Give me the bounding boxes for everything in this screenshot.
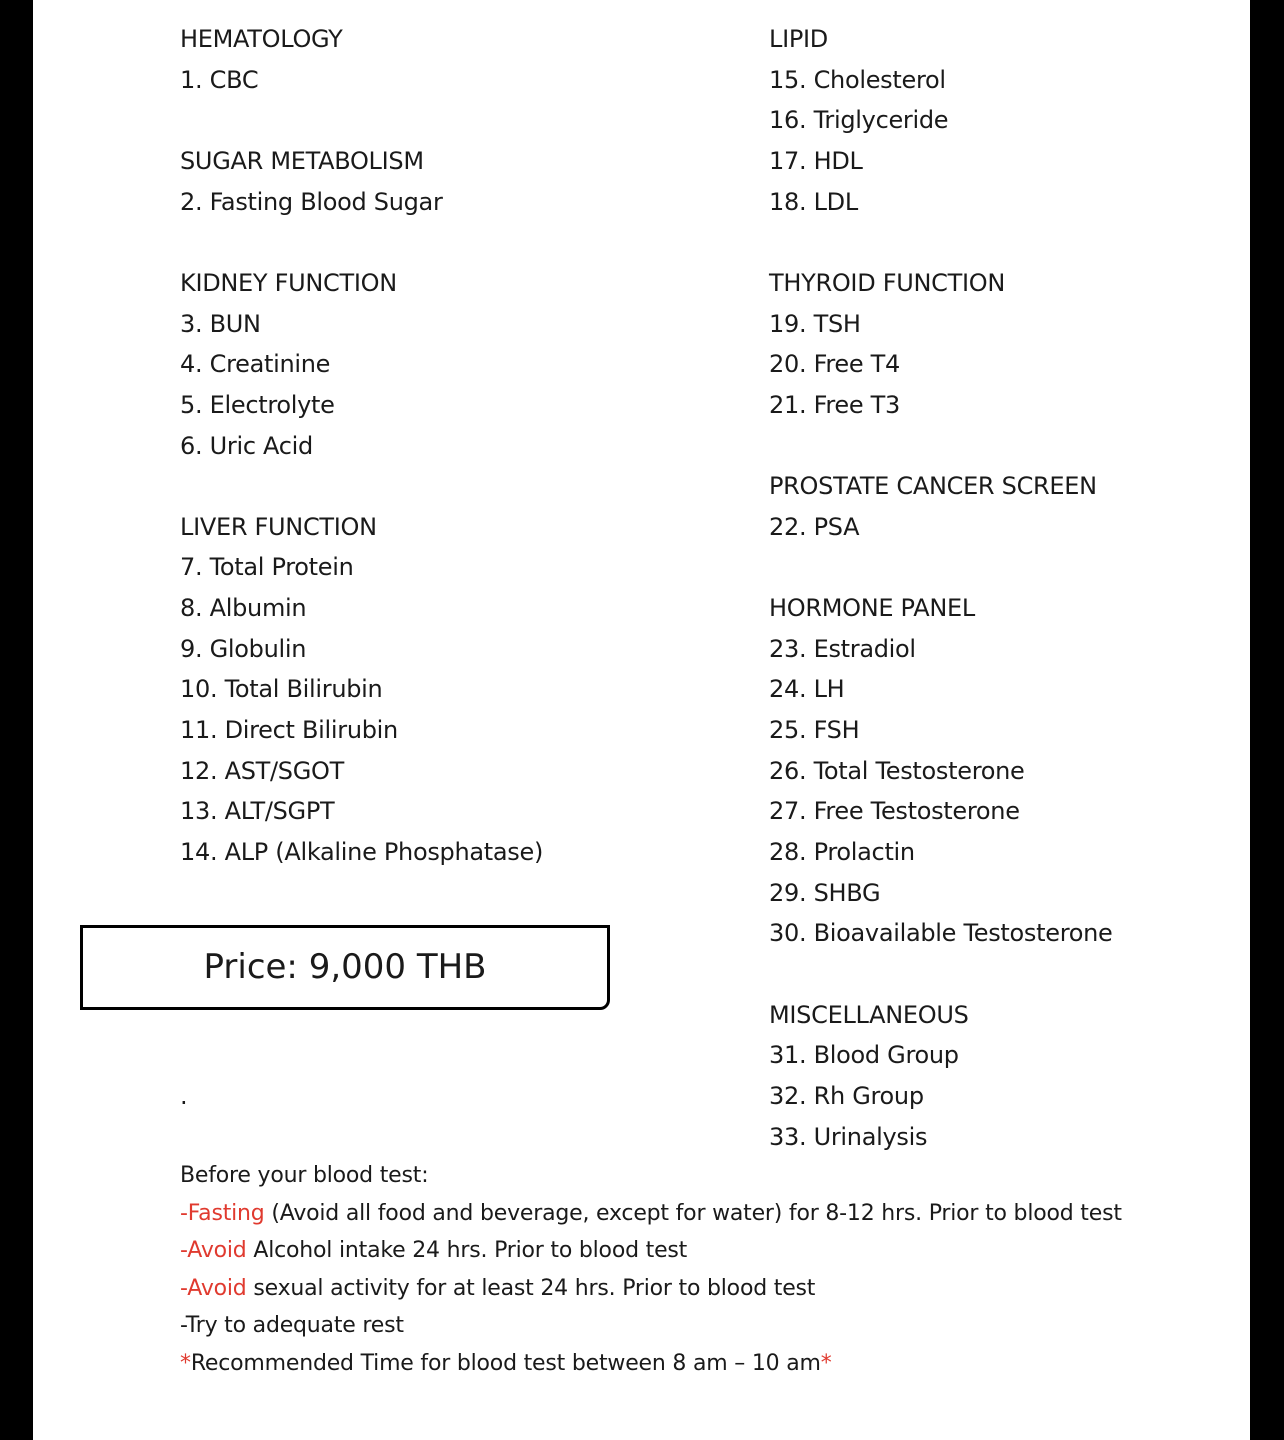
test-item: 23. Estradiol bbox=[769, 635, 916, 663]
instruction-line bbox=[180, 1312, 404, 1340]
test-item: 3. BUN bbox=[180, 310, 261, 338]
test-item: 32. Rh Group bbox=[769, 1082, 924, 1110]
section-heading-miscellaneous: MISCELLANEOUS bbox=[769, 1001, 969, 1029]
test-item: 29. SHBG bbox=[769, 879, 881, 907]
stray-dot: . bbox=[180, 1082, 188, 1110]
test-item: 6. Uric Acid bbox=[180, 432, 313, 460]
test-item: 7. Total Protein bbox=[180, 553, 354, 581]
section-heading-hematology: HEMATOLOGY bbox=[180, 25, 343, 53]
test-item: 10. Total Bilirubin bbox=[180, 675, 383, 703]
test-item: 20. Free T4 bbox=[769, 350, 900, 378]
section-heading-lipid: LIPID bbox=[769, 25, 828, 53]
instruction-text: -Try to adequate rest bbox=[180, 1313, 404, 1338]
instruction-highlight: -Avoid bbox=[180, 1238, 247, 1263]
test-item: 21. Free T3 bbox=[769, 391, 900, 419]
recommended-time-note bbox=[180, 1350, 832, 1378]
instructions-title: Before your blood test: bbox=[180, 1163, 429, 1188]
test-item: 17. HDL bbox=[769, 147, 863, 175]
test-item: 12. AST/SGOT bbox=[180, 757, 344, 785]
test-item: 18. LDL bbox=[769, 188, 858, 216]
test-item: 4. Creatinine bbox=[180, 350, 331, 378]
test-item: 5. Electrolyte bbox=[180, 391, 335, 419]
recommended-time-text: Recommended Time for blood test between 8 am – 10 am bbox=[190, 1351, 821, 1376]
instruction-line bbox=[180, 1237, 687, 1265]
test-item: 13. ALT/SGPT bbox=[180, 797, 335, 825]
test-item: 27. Free Testosterone bbox=[769, 797, 1020, 825]
instruction-highlight: -Fasting bbox=[180, 1201, 265, 1226]
test-item: 31. Blood Group bbox=[769, 1041, 959, 1069]
section-heading-liver-function: LIVER FUNCTION bbox=[180, 513, 377, 541]
section-heading-hormone-panel: HORMONE PANEL bbox=[769, 594, 975, 622]
instruction-line bbox=[180, 1275, 815, 1303]
section-heading-sugar-metabolism: SUGAR METABOLISM bbox=[180, 147, 424, 175]
test-item: 11. Direct Bilirubin bbox=[180, 716, 398, 744]
test-item: 15. Cholesterol bbox=[769, 66, 946, 94]
instruction-highlight: -Avoid bbox=[180, 1276, 247, 1301]
test-item: 9. Globulin bbox=[180, 635, 307, 663]
instruction-line bbox=[180, 1200, 1122, 1228]
section-heading-prostate-cancer-screen: PROSTATE CANCER SCREEN bbox=[769, 472, 1097, 500]
test-item: 28. Prolactin bbox=[769, 838, 915, 866]
instruction-text: (Avoid all food and beverage, except for water) for 8-12 hrs. Prior to blood test bbox=[264, 1201, 1122, 1226]
test-item: 8. Albumin bbox=[180, 594, 307, 622]
test-item: 2. Fasting Blood Sugar bbox=[180, 188, 443, 216]
test-item: 26. Total Testosterone bbox=[769, 757, 1025, 785]
test-item: 24. LH bbox=[769, 675, 845, 703]
section-heading-kidney-function: KIDNEY FUNCTION bbox=[180, 269, 397, 297]
test-item: 19. TSH bbox=[769, 310, 861, 338]
test-item: 1. CBC bbox=[180, 66, 259, 94]
instruction-text: sexual activity for at least 24 hrs. Prior to blood test bbox=[246, 1276, 816, 1301]
asterisk-close: * bbox=[820, 1351, 832, 1376]
test-item: 22. PSA bbox=[769, 513, 860, 541]
test-item: 14. ALP (Alkaline Phosphatase) bbox=[180, 838, 544, 866]
asterisk-open: * bbox=[180, 1351, 191, 1376]
test-item: 25. FSH bbox=[769, 716, 860, 744]
price-box bbox=[80, 925, 610, 1010]
test-item: 30. Bioavailable Testosterone bbox=[769, 919, 1113, 947]
instruction-text: Alcohol intake 24 hrs. Prior to blood test bbox=[246, 1238, 688, 1263]
test-item: 16. Triglyceride bbox=[769, 106, 949, 134]
price-label: Price: 9,000 THB bbox=[203, 947, 487, 987]
test-item: 33. Urinalysis bbox=[769, 1123, 928, 1151]
section-heading-thyroid-function: THYROID FUNCTION bbox=[769, 269, 1005, 297]
